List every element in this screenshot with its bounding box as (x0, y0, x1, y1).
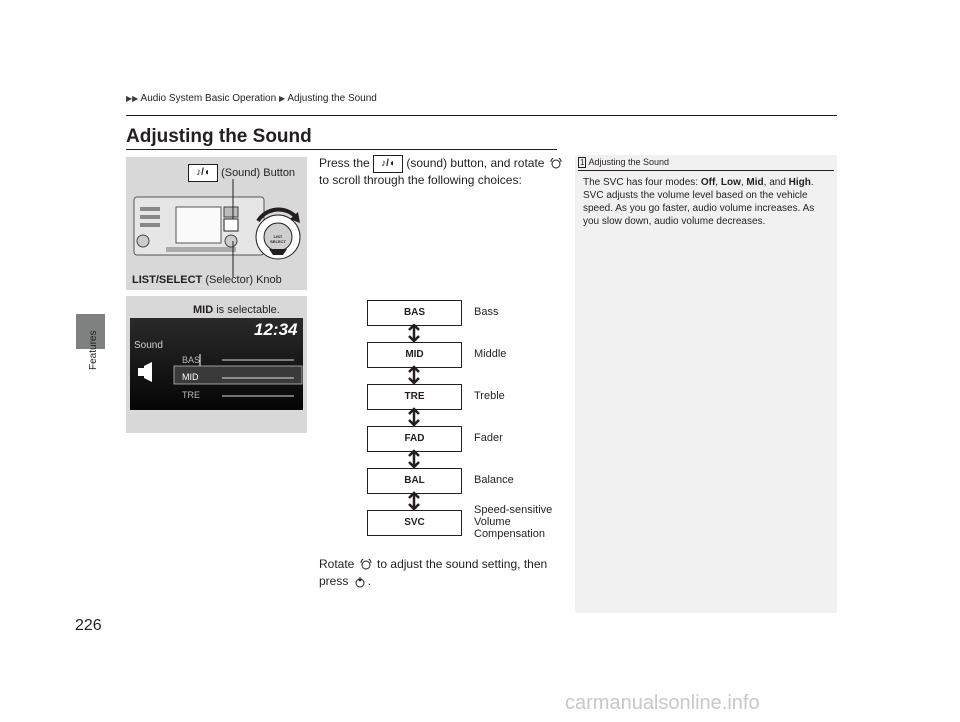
note-heading: 1 Adjusting the Sound (580, 157, 670, 167)
breadcrumb-item[interactable]: Audio System Basic Operation (140, 93, 277, 104)
screen-row-selected: MID (182, 372, 199, 382)
choice-label: Fader (474, 432, 503, 444)
selector-knob-icon (550, 158, 562, 170)
screen-row: BAS (182, 355, 201, 365)
choice-box: BAL (367, 468, 462, 494)
knob-callout: LIST/SELECT (Selector) Knob (132, 274, 282, 286)
choice-box: MID (367, 342, 462, 368)
flow-arrows (404, 324, 424, 514)
sound-button-icon: ♪/◖ (188, 164, 218, 182)
breadcrumb-item[interactable]: Adjusting the Sound (287, 93, 377, 104)
page-number: 226 (75, 617, 102, 634)
note-text: The SVC has four modes: Off, Low, Mid, and High. SVC adjusts the volume level based on the vehicle speed. As you go faster, audio volume increases. As you slow down, audio volume decreases. (583, 177, 815, 227)
arrow-icon: ▶▶ (126, 94, 139, 103)
sound-display-figure (126, 296, 307, 433)
selector-knob-icon (360, 559, 372, 571)
instruction-line: Press the ♪/◖ (sound) button, and rotate (319, 155, 564, 173)
head-unit-figure (126, 157, 307, 290)
sound-button-callout: ♪/◖ (Sound) Button (188, 164, 295, 182)
choice-box: TRE (367, 384, 462, 410)
chapter-label: Features (88, 330, 99, 370)
choice-label: Balance (474, 474, 514, 486)
header-rule (126, 115, 837, 116)
title-rule (126, 149, 557, 150)
screen-row: TRE (182, 390, 200, 400)
knob-label: LIST SELECT (270, 234, 286, 244)
choice-label: Middle (474, 348, 507, 360)
choice-box: SVC (367, 510, 462, 536)
note-rule (578, 170, 834, 171)
arrow-icon: ▶ (278, 94, 286, 103)
page-title: Adjusting the Sound (126, 126, 312, 147)
choice-label: Bass (474, 306, 499, 318)
press-icon (354, 576, 366, 588)
clock: 12:34 (254, 320, 298, 339)
choice-label: Treble (474, 390, 505, 402)
sound-button-icon: ♪/◖ (373, 155, 403, 173)
choice-label: Speed-sensitive Volume Compensation (474, 504, 553, 540)
instruction-line: press . (319, 574, 372, 588)
watermark: carmanualsonline.info (565, 692, 760, 714)
choice-box: FAD (367, 426, 462, 452)
instruction-line: Rotate to adjust the sound setting, then (319, 557, 548, 571)
note-icon: 1 (580, 158, 585, 167)
choice-box: BAS (367, 300, 462, 326)
mid-callout: MID is selectable. (193, 304, 280, 316)
instruction-line: to scroll through the following choices: (319, 173, 522, 187)
screen-title: Sound (134, 340, 163, 351)
breadcrumb (126, 93, 377, 104)
